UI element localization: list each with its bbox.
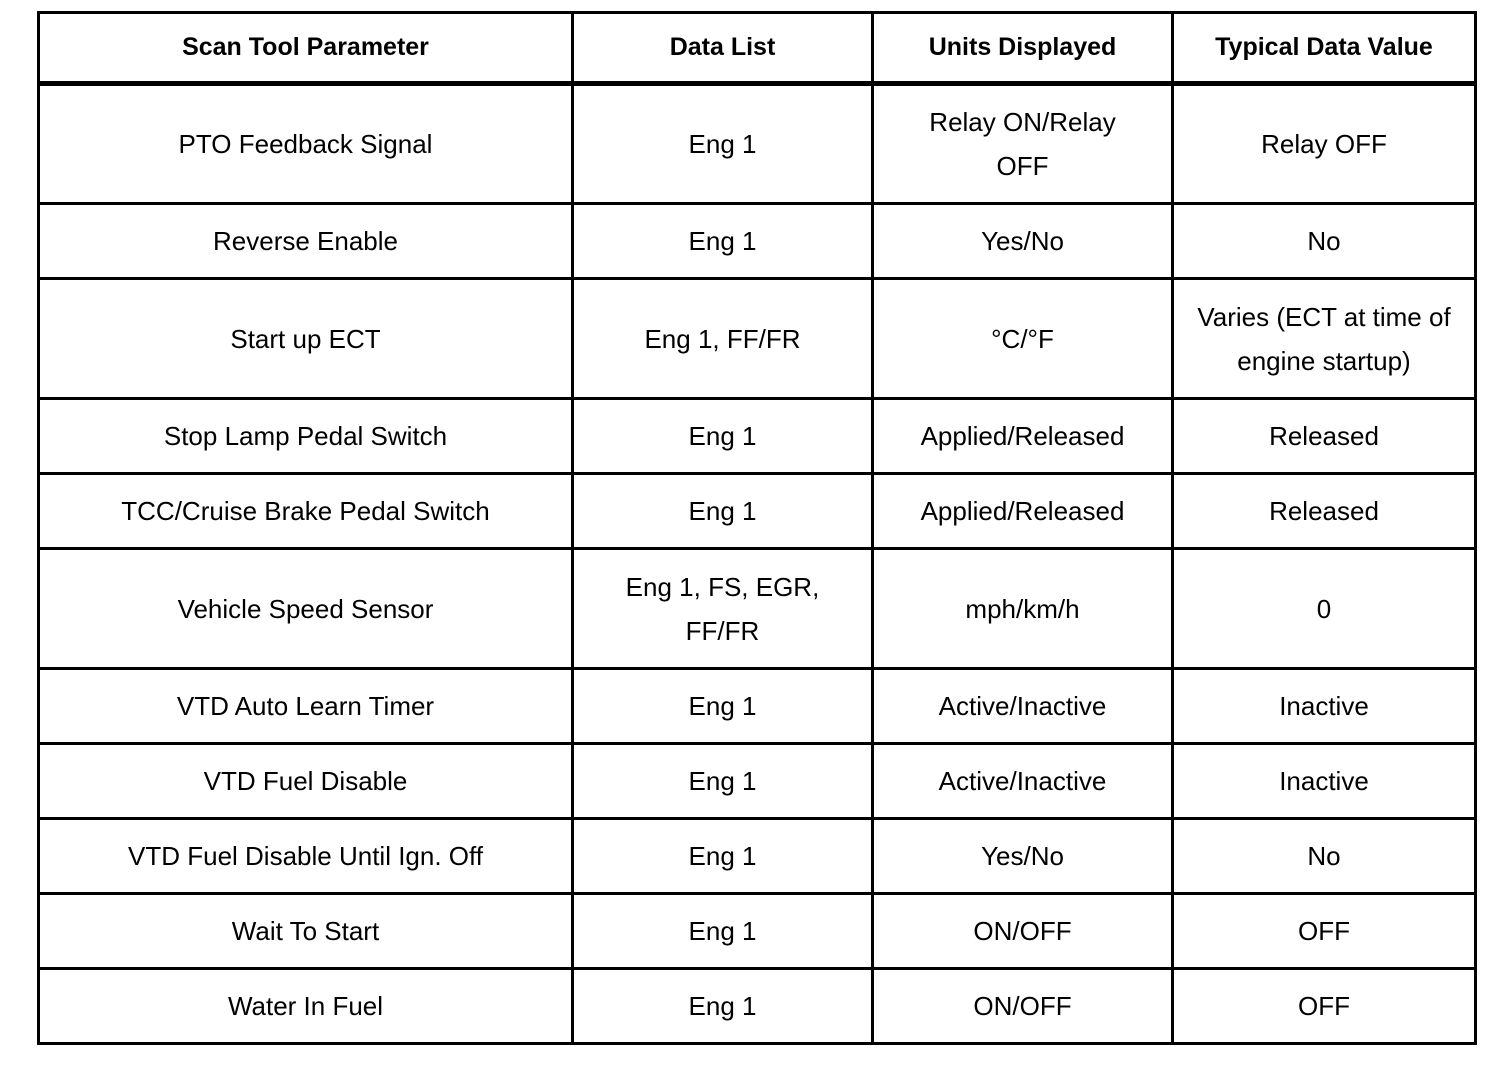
typical-value-cell: Inactive [1173,744,1476,819]
units-cell: ON/OFF [873,894,1173,969]
parameter-cell: Stop Lamp Pedal Switch [39,399,573,474]
data-list-cell: Eng 1 [573,669,873,744]
units-cell: Yes/No [873,204,1173,279]
table-row [39,819,1476,894]
typical-value-cell: OFF [1173,894,1476,969]
units-cell: Applied/Released [873,399,1173,474]
data-list-cell: Eng 1 [573,744,873,819]
scan-tool-parameter-table [37,11,1477,1045]
data-list-cell: Eng 1, FF/FR [573,279,873,399]
typical-value-cell: Released [1173,474,1476,549]
units-cell: ON/OFF [873,969,1173,1044]
data-list-cell: Eng 1 [573,969,873,1044]
typical-value-cell: Varies (ECT at time of engine startup) [1173,279,1476,399]
table-row [39,894,1476,969]
table-row [39,669,1476,744]
parameter-cell: VTD Fuel Disable Until Ign. Off [39,819,573,894]
parameter-cell: Wait To Start [39,894,573,969]
parameter-cell: VTD Auto Learn Timer [39,669,573,744]
typical-value-cell: Released [1173,399,1476,474]
units-cell: mph/km/h [873,549,1173,669]
typical-value-cell: Relay OFF [1173,84,1476,204]
units-cell: Applied/Released [873,474,1173,549]
typical-value-cell: No [1173,819,1476,894]
table-row [39,969,1476,1044]
header-units-displayed: Units Displayed [873,13,1173,84]
data-list-cell: Eng 1 [573,894,873,969]
parameter-cell: TCC/Cruise Brake Pedal Switch [39,474,573,549]
data-list-cell: Eng 1 [573,474,873,549]
data-list-cell: Eng 1 [573,819,873,894]
header-row [39,13,1476,84]
parameter-cell: Vehicle Speed Sensor [39,549,573,669]
units-cell: Active/Inactive [873,669,1173,744]
parameter-cell: PTO Feedback Signal [39,84,573,204]
data-list-cell: Eng 1 [573,204,873,279]
table-row [39,549,1476,669]
units-cell: Relay ON/Relay OFF [873,84,1173,204]
parameter-cell: Water In Fuel [39,969,573,1044]
table-row [39,204,1476,279]
typical-value-cell: No [1173,204,1476,279]
table-row [39,84,1476,204]
units-cell: Yes/No [873,819,1173,894]
table-row [39,474,1476,549]
data-list-cell: Eng 1, FS, EGR, FF/FR [573,549,873,669]
units-cell: Active/Inactive [873,744,1173,819]
parameter-cell: Start up ECT [39,279,573,399]
table-row [39,744,1476,819]
typical-value-cell: OFF [1173,969,1476,1044]
typical-value-cell: Inactive [1173,669,1476,744]
typical-value-cell: 0 [1173,549,1476,669]
units-cell: °C/°F [873,279,1173,399]
table-row [39,279,1476,399]
data-list-cell: Eng 1 [573,399,873,474]
data-list-cell: Eng 1 [573,84,873,204]
parameter-cell: VTD Fuel Disable [39,744,573,819]
header-data-list: Data List [573,13,873,84]
parameter-cell: Reverse Enable [39,204,573,279]
table-row [39,399,1476,474]
header-scan-tool-parameter: Scan Tool Parameter [39,13,573,84]
header-typical-data-value: Typical Data Value [1173,13,1476,84]
